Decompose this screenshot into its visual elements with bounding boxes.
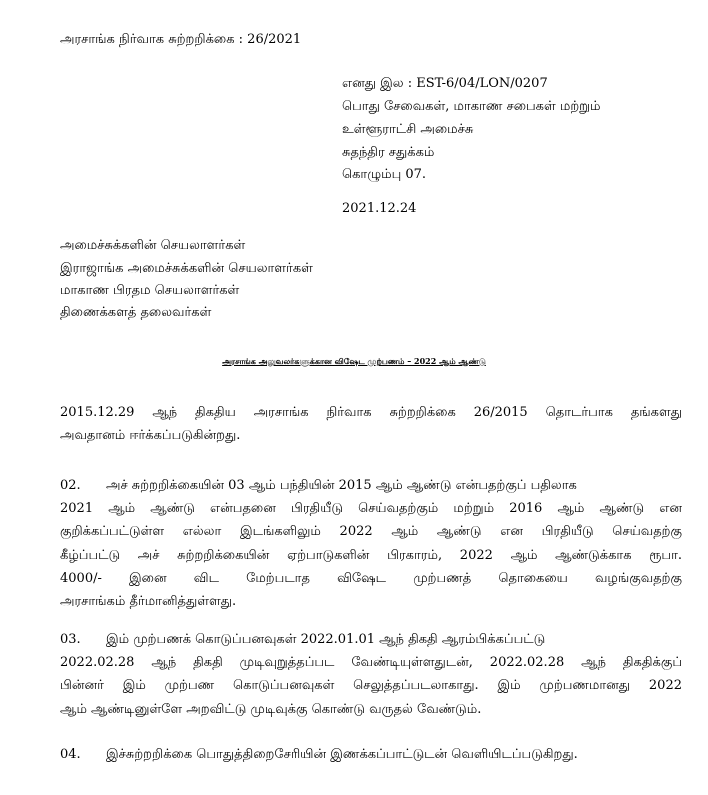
recipient-line: அமைச்சுக்களின் செயலாளர்கள் (60, 238, 246, 253)
paragraph-line: 2015.12.29 ஆந் திகதிய அரசாங்க நிர்வாக சுற்றறிக்கை 26/2015 தொடர்பாக தங்களது (60, 405, 682, 420)
reference-number: எனது இல : EST-6/04/LON/0207 (342, 76, 548, 91)
paragraph-first-line (60, 628, 682, 651)
circular-reference: அரசாங்க நிர்வாக சுற்றறிக்கை : 26/2021 (60, 32, 302, 47)
ministry-line: உள்ளூராட்சி அமைச்சு (342, 122, 474, 137)
paragraph-number: 03. (60, 632, 81, 647)
recipient-line: திணைக்களத் தலைவர்கள் (60, 305, 212, 320)
paragraph-line: இச்சுற்றறிக்கை பொதுத்திறைசேரியின் இணக்கப்பாட்டுடன் வெளியிடப்படுகிறது. (106, 747, 578, 762)
address-line: கொழும்பு 07. (342, 167, 427, 182)
paragraph-3 (60, 628, 682, 721)
circular-date: 2021.12.24 (342, 201, 417, 216)
paragraph-first-line (60, 743, 682, 766)
paragraph-first-line (60, 474, 682, 497)
ministry-line: பொது சேவைகள், மாகாண சபைகள் மற்றும் (342, 99, 601, 114)
paragraph-line: அவதானம் ஈர்க்கப்படுகின்றது. (60, 428, 241, 444)
paragraph-number: 02. (60, 478, 81, 493)
paragraph-line: 4000/- இனை விட மேற்படாத விஷேட முற்பணத் தொகையை வழங்குவதற்கு (60, 570, 682, 586)
paragraph-line: அரசாங்கம் தீர்மானித்துள்ளது. (60, 593, 237, 609)
paragraph-1 (60, 401, 682, 447)
recipient-line: இராஜாங்க அமைச்சுக்களின் செயலாளர்கள் (60, 261, 313, 276)
paragraph-line: ஆம் ஆண்டினுள்ளே அறவிட்டு முடிவுக்கு கொண்டு வருதல் வேண்டும். (60, 701, 482, 717)
paragraph-line: குறிக்கப்பட்டுள்ள எல்லா இடங்களிலும் 2022 ஆம் ஆண்டு என பிரதியீடு செய்வதற்கு (60, 524, 682, 540)
paragraph-line: 2022.02.28 ஆந் திகதி முடிவுறுத்தப்பட வேண்டியுள்ளதுடன், 2022.02.28 ஆந் திகதிக்குப் (60, 655, 682, 671)
paragraph-line: அச் சுற்றறிக்கையின் 03 ஆம் பந்தியின் 2015 ஆம் ஆண்டு என்பதற்குப் பதிலாக (106, 478, 577, 493)
paragraph-2 (60, 474, 682, 613)
address-line: சுதந்திர சதுக்கம் (342, 145, 435, 160)
circular-title: அரசாங்க அலுவலர்களுக்கான விஷேட முற்பணம் – 2022 ஆம் ஆண்டு (222, 356, 486, 366)
paragraph-number: 04. (60, 747, 81, 762)
paragraph-line: 2021 ஆம் ஆண்டு என்பதனை பிரதியீடு செய்வதற்கும் மற்றும் 2016 ஆம் ஆண்டு என (60, 501, 682, 517)
paragraph-line: இம் முற்பணக் கொடுப்பனவுகள் 2022.01.01 ஆந் திகதி ஆரம்பிக்கப்பட்டு (106, 632, 546, 647)
recipient-line: மாகாண பிரதம செயலாளர்கள் (60, 283, 240, 298)
paragraph-4 (60, 743, 682, 766)
paragraph-line: கீழ்ப்பட்டு அச் சுற்றறிக்கையின் ஏற்பாடுகளின் பிரகாரம், 2022 ஆம் ஆண்டுக்காக ரூபா. (60, 547, 682, 563)
paragraph-line: பின்னர் இம் முற்பண கொடுப்பனவுகள் செலுத்தப்படலாகாது. இம் முற்பணமானது 2022 (60, 678, 682, 694)
